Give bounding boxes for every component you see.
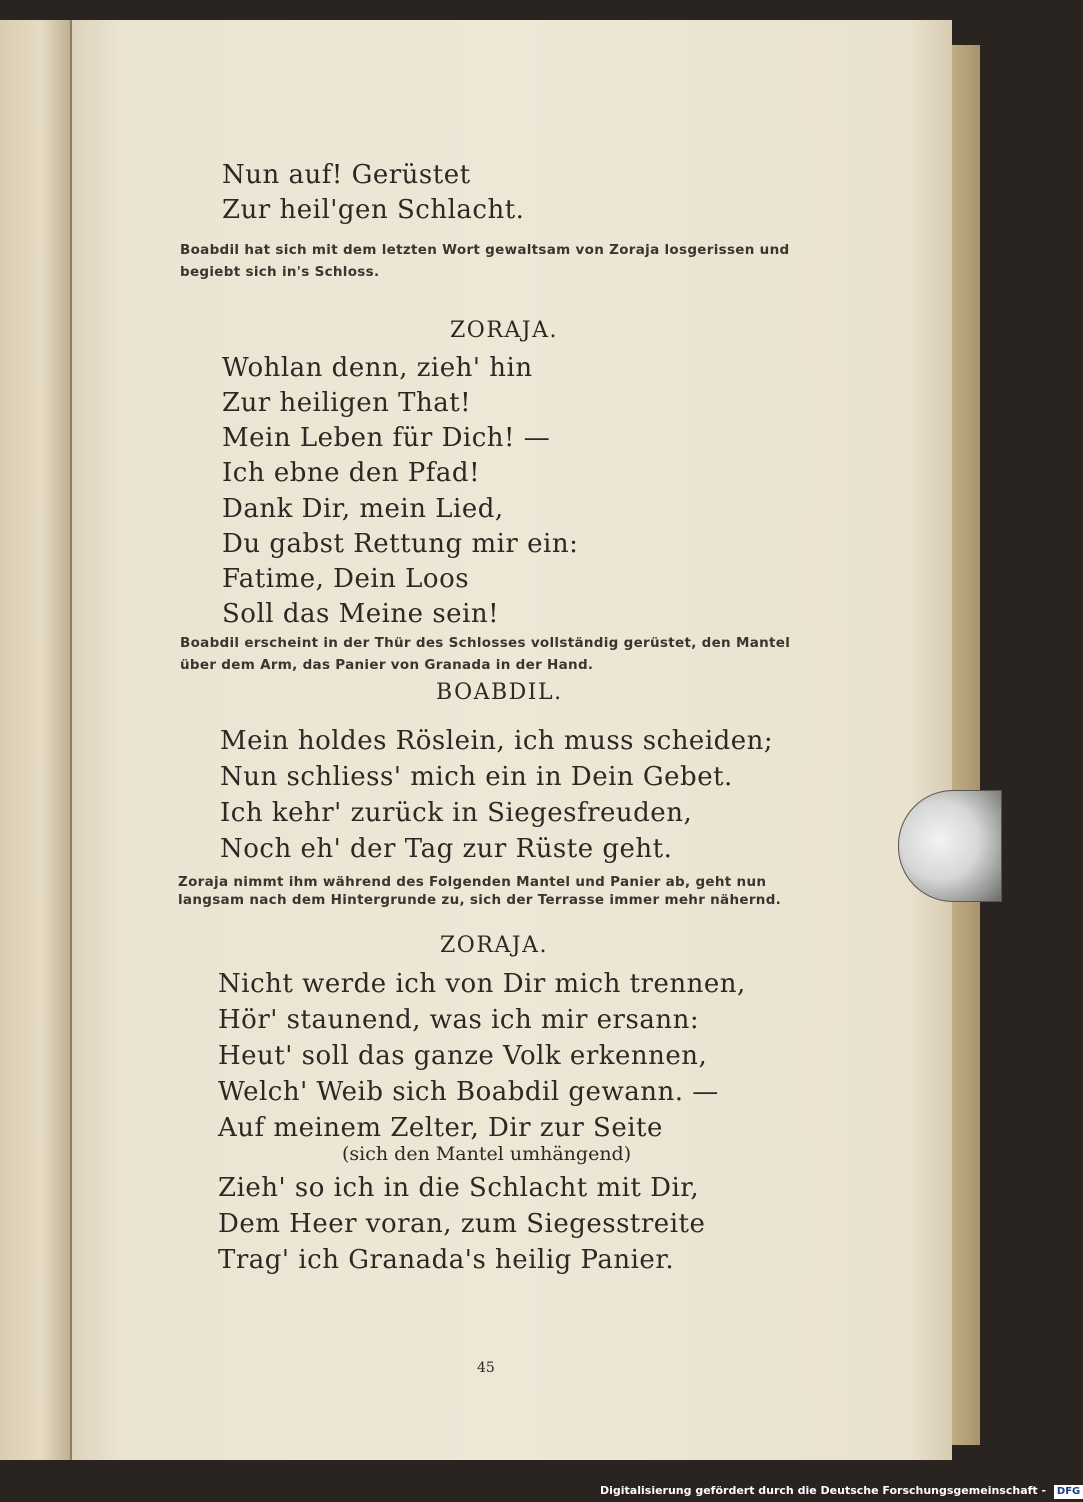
stage-aside: (sich den Mantel umhängend) <box>342 1143 632 1165</box>
verse-line: Auf meinem Zelter, Dir zur Seite <box>218 1113 663 1143</box>
verse-line: Zieh' so ich in die Schlacht mit Dir, <box>218 1173 700 1203</box>
dfg-logo: DFG <box>1054 1485 1083 1499</box>
verse-line: Ich kehr' zurück in Siegesfreuden, <box>220 798 693 828</box>
verse-line: Wohlan denn, zieh' hin <box>222 353 533 383</box>
verse-line: Mein holdes Röslein, ich muss scheiden; <box>220 726 774 756</box>
verse-line: Nicht werde ich von Dir mich trennen, <box>218 969 746 999</box>
verse-line: Welch' Weib sich Boabdil gewann. — <box>218 1077 719 1107</box>
speaker-name: BOABDIL. <box>436 680 563 705</box>
verse-line: Trag' ich Granada's heilig Panier. <box>218 1245 675 1275</box>
verse-line: Ich ebne den Pfad! <box>222 458 481 488</box>
stage-direction: Boabdil erscheint in der Thür des Schlosses vollständig gerüstet, den Mantel über dem Arm, das Panier von Granada in der Hand. <box>180 635 791 673</box>
verse-line: Zur heiligen That! <box>222 388 472 418</box>
verse-line: Heut' soll das ganze Volk erkennen, <box>218 1041 708 1071</box>
verse-line: Nun auf! Gerüstet <box>222 160 471 190</box>
speaker-name: ZORAJA. <box>440 933 548 958</box>
footer-credit <box>600 1480 1081 1502</box>
verse-line: Soll das Meine sein! <box>222 599 500 629</box>
book-page <box>72 20 952 1460</box>
verse-line: Fatime, Dein Loos <box>222 564 470 594</box>
left-page-edge <box>0 20 72 1460</box>
footer-text: Digitalisierung gefördert durch die Deutsche Forschungsgemeinschaft - <box>600 1484 1047 1497</box>
verse-line: Zur heil'gen Schlacht. <box>222 195 525 225</box>
page-number: 45 <box>477 1360 495 1376</box>
page-clip <box>898 790 1002 902</box>
stage-direction: Zoraja nimmt ihm während des Folgenden Mantel und Panier ab, geht nun langsam nach dem Hintergrunde zu, sich der Terrasse immer mehr nähernd. <box>178 874 782 908</box>
verse-line: Hör' staunend, was ich mir ersann: <box>218 1005 700 1035</box>
verse-line: Dem Heer voran, zum Siegesstreite <box>218 1209 706 1239</box>
page-content <box>72 20 952 1460</box>
speaker-name: ZORAJA. <box>450 318 558 343</box>
verse-line: Mein Leben für Dich! — <box>222 423 551 453</box>
verse-line: Du gabst Rettung mir ein: <box>222 529 579 559</box>
stage-direction: Boabdil hat sich mit dem letzten Wort gewaltsam von Zoraja losgerissen und begiebt sich in's Schloss. <box>180 242 790 280</box>
verse-line: Noch eh' der Tag zur Rüste geht. <box>220 834 673 864</box>
verse-line: Nun schliess' mich ein in Dein Gebet. <box>220 762 733 792</box>
verse-line: Dank Dir, mein Lied, <box>222 494 504 524</box>
